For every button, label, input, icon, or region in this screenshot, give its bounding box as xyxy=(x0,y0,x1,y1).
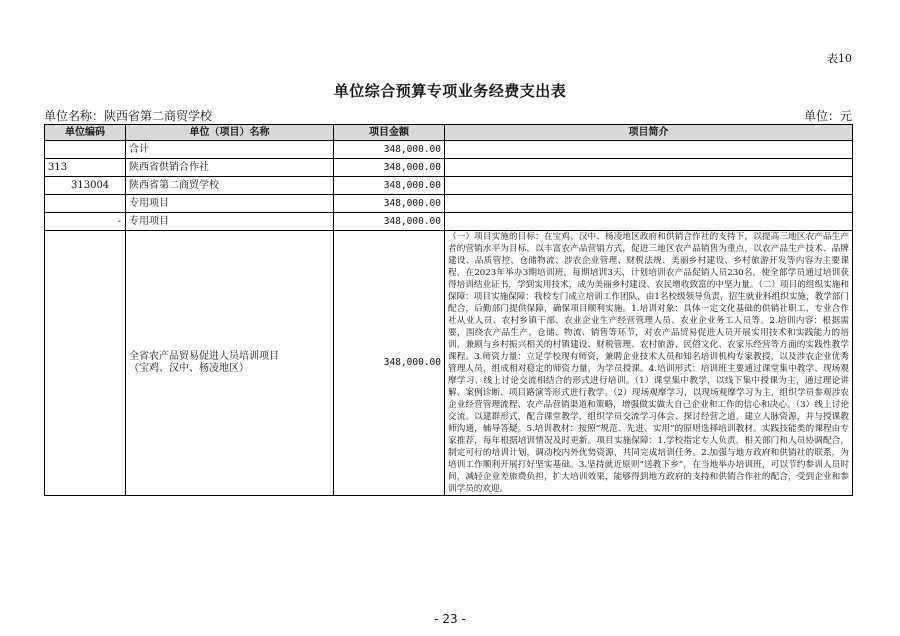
cell-code: 313 xyxy=(45,159,126,177)
cell-name: 专用项目 xyxy=(126,213,334,231)
cell-intro xyxy=(445,141,853,159)
cell-amount: 348,000.00 xyxy=(334,177,445,195)
cell-intro xyxy=(445,177,853,195)
table-row-total xyxy=(45,141,853,159)
cell-project-name xyxy=(126,231,334,496)
cell-name: 陕西省供销合作社 xyxy=(126,159,334,177)
table-row-school xyxy=(45,177,853,195)
unit-name: 单位名称：陕西省第二商贸学校 xyxy=(44,109,213,123)
table-row-project xyxy=(45,231,853,496)
cell-code: 313004 xyxy=(45,177,126,195)
cell-amount: 348,000.00 xyxy=(334,195,445,213)
page-number: - 23 - xyxy=(434,612,466,626)
meta-row xyxy=(44,107,852,123)
cell-code xyxy=(45,231,126,496)
cell-amount: 348,000.00 xyxy=(334,213,445,231)
table-header-row xyxy=(45,125,853,141)
cell-code xyxy=(45,195,126,213)
cell-code xyxy=(45,141,126,159)
currency-unit: 单位：元 xyxy=(803,109,852,123)
table-row-special xyxy=(45,195,853,213)
header-intro: 项目简介 xyxy=(445,125,853,141)
cell-amount: 348,000.00 xyxy=(334,159,445,177)
cell-intro xyxy=(445,159,853,177)
project-name-line1: 全省农产品贸易促进人员培训项目 xyxy=(129,351,279,362)
project-name-line2: （宝鸡、汉中、杨凌地区） xyxy=(129,363,249,374)
cell-amount: 348,000.00 xyxy=(334,231,445,496)
cell-intro xyxy=(445,213,853,231)
budget-table xyxy=(44,124,853,496)
table-row-special-sub xyxy=(45,213,853,231)
table-row-org xyxy=(45,159,853,177)
header-amount: 项目金额 xyxy=(334,125,445,141)
cell-project-intro: （一）项目实施的目标：在宝鸡、汉中、杨凌地区政府和供销合作社的支持下，以提高三地区农产品生产者的营销水平为目标，以丰富农产品营销方式，促进三地区农产品销售为重点，以农产品生产技术、品牌建设、品质管控、仓储物流、涉农企业管理、财税法规、美丽乡村建设、乡村旅游开发等内容为主要课程，在2023年举办3期培训班，每期培训3天，计划培训农产品促销人员230名，使全部学员通过培训获得培训结业证书，学到实用技术，成为美丽乡村建设、农民增收致富的中坚力量。（二）项目的组织实施和保障：项目实施保障：我校专门成立培训工作团队，由1名校级领导负责，招生就业科组织实施，教学部门配合，后勤部门提供保障，确保项目顺利实施。1.培训对象：具体一定文化基础的供销社职工、专业合作社从业人员、农村乡镇干部、农业企业生产经营管理人员、农业企业务工人员等。2.培训内容：根据需要，围绕农产品生产、仓储、物流、销售等环节，对农产品贸易促进人员开展实用技术和实践能力的培训，兼顾与乡村振兴相关的村镇建设、财税管理、农村旅游、民俗文化、农家乐经营等方面的实践性教学课程。3.师资力量：立足学校现有师资，兼聘企业技术人员和知名培训机构专家教授，以及涉农企业优秀管理人员，组成相对稳定的师资力量，为学员授课。4.培训形式：培训班主要通过课堂集中教学、现场观摩学习、线上讨论交流相结合的形式进行培训。（1）课堂集中教学，以线下集中授课为主，通过理论讲解、案例诊断、项目路演等形式进行教学。（2）现场观摩学习，以现场观摩学习为主，组织学员参观涉农企业经营管理流程、农产品营销渠道和策略，增强做实做大自己企业和工作的信心和决心。（3）线上讨论交流。以建群形式，配合课堂教学，组织学员交流学习体会、探讨经营之道，建立人脉资源，并与授课教师沟通，辅导答疑。5.培训教材：按照“规范、先进、实用”的原则选择培训教材。实践技能类的课程由专家推荐，每年根据培训情况及时更新。项目实施保障：1.学校指定专人负责，相关部门和人员协调配合，制定可行的培训计划，调动校内外优势资源，共同完成培训任务。2.加强与地方政府和供销社的联系，为培训工作顺利开展打好坚实基础。3.坚持就近原则“送教下乡”，在当地举办培训班，可以节约参训人员时间，减轻企业差旅费负担，扩大培训效果，能够得到地方政府的支持和供销合作社的配合，受到企业和参训学员的欢迎。 xyxy=(445,231,853,496)
cell-name: 专用项目 xyxy=(126,195,334,213)
cell-code: - xyxy=(45,213,126,231)
table-number: 表10 xyxy=(827,52,852,65)
header-name: 单位（项目）名称 xyxy=(126,125,334,141)
cell-name: 合计 xyxy=(126,141,334,159)
header-code: 单位编码 xyxy=(45,125,126,141)
cell-amount: 348,000.00 xyxy=(334,141,445,159)
cell-intro xyxy=(445,195,853,213)
page-title: 单位综合预算专项业务经费支出表 xyxy=(333,82,567,100)
cell-name: 陕西省第二商贸学校 xyxy=(126,177,334,195)
